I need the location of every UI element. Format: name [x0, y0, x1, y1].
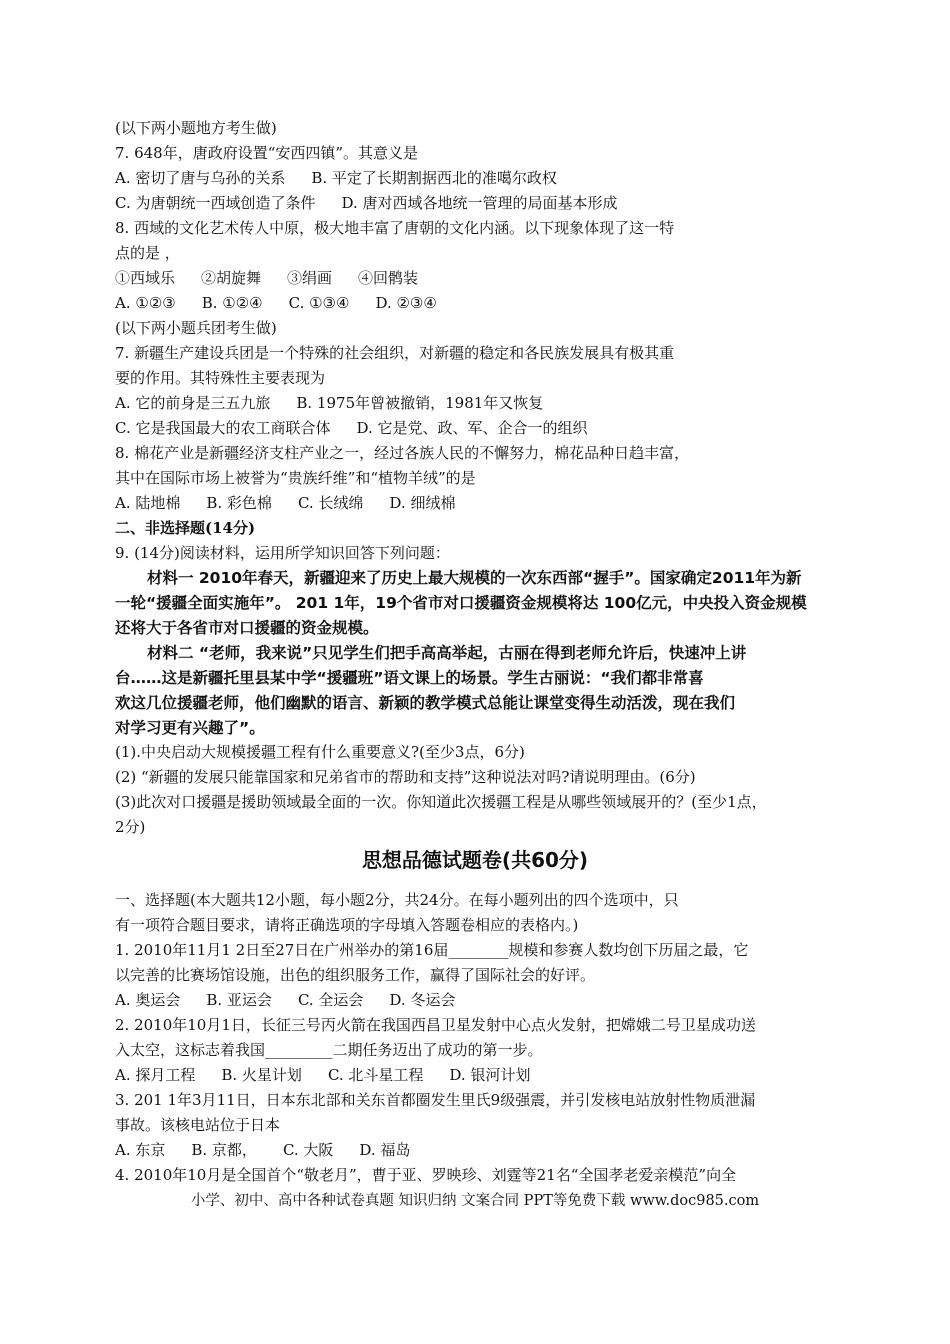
- option-d: D. 唐对西域各地统一管理的局面基本形成: [341, 194, 618, 212]
- option-c: C. ①③④: [288, 294, 350, 312]
- option-c: C. 大阪: [282, 1141, 334, 1159]
- option-b: B. 1975年曾被撤销，1981年又恢复: [296, 394, 544, 412]
- question-8-stem-line1: 8. 西域的文化艺术传人中原，极大地丰富了唐朝的文化内涵。以下现象体现了这一特: [115, 219, 675, 237]
- option-d: D. 它是党、政、军、企合一的组织: [356, 419, 588, 437]
- question-7b-options-row2: [115, 418, 845, 438]
- question-8-stem-line2: 点的是 ，: [115, 244, 180, 262]
- politics-question-2-line2: 入太空，这标志着我国_________二期任务迈出了成功的第一步。: [115, 1041, 543, 1059]
- option-b: B. 亚运会: [206, 991, 272, 1009]
- politics-question-4-line1: 4. 2010年10月是全国首个“敬老月”，曹于亚、罗映珍、刘霆等21名“全国孝老爱亲模范”向全: [115, 1166, 737, 1184]
- item-2: ②胡旋舞: [201, 269, 262, 287]
- section-2-heading: 二、非选择题(14分): [115, 519, 256, 537]
- question-7b-stem-line1: 7. 新疆生产建设兵团是一个特殊的社会组织，对新疆的稳定和各民族发展具有极其重: [115, 344, 675, 362]
- item-1: ①西域乐: [115, 269, 176, 287]
- option-a: A. 密切了唐与乌孙的关系: [115, 169, 286, 187]
- material-1-line2: 一轮“援疆全面实施年”。 201 1年，19个省市对口援疆资金规模将达 100亿元，中央投入资金规模: [115, 594, 807, 612]
- item-3: ③绢画: [287, 269, 333, 287]
- politics-question-3-options: [115, 1140, 845, 1160]
- question-7-options-row2: [115, 193, 845, 213]
- option-d: D. 福岛: [359, 1141, 411, 1159]
- material-1-line3: 还将大于各省市对口援疆的资金规模。: [115, 619, 379, 637]
- option-c: C. 它是我国最大的农工商联合体: [115, 419, 331, 437]
- option-a: A. 陆地棉: [115, 494, 181, 512]
- option-b: B. 彩色棉: [206, 494, 272, 512]
- question-9-sub-3-line1: (3)此次对口援疆是援助领域最全面的一次。你知道此次援疆工程是从哪些领域展开的？(至少1点，: [115, 793, 767, 811]
- question-8b-stem-line1: 8. 棉花产业是新疆经济支柱产业之一，经过各族人民的不懈努力，棉花品种日趋丰富，: [115, 444, 690, 462]
- option-d: D. 冬运会: [389, 991, 456, 1009]
- option-a: A. 探月工程: [115, 1066, 196, 1084]
- local-candidates-note: (以下两小题地方考生做): [115, 119, 277, 137]
- item-4: ④回鹘装: [358, 269, 419, 287]
- politics-question-3-line1: 3. 201 1年3月11日，日本东北部和关东首都圈发生里氏9级强震，并引发核电站放射性物质泄漏: [115, 1091, 756, 1109]
- option-b: B. 火星计划: [221, 1066, 302, 1084]
- question-8b-stem-line2: 其中在国际市场上被誉为“贵族纤维”和“植物羊绒”的是: [115, 469, 476, 487]
- option-c: C. 全运会: [297, 991, 364, 1009]
- option-a: A. 东京: [115, 1141, 166, 1159]
- politics-section-1-line1: 一、选择题(本大题共12小题，每小题2分，共24分。在每小题列出的四个选项中，只: [115, 891, 679, 909]
- question-8b-options: [115, 493, 845, 513]
- politics-question-1-options: [115, 990, 845, 1010]
- option-d: D. 细绒棉: [389, 494, 456, 512]
- material-2-line3: 欢这几位援疆老师，他们幽默的语言、新颖的教学模式总能让课堂变得生动活泼，现在我们: [115, 694, 736, 712]
- material-2-line4: 对学习更有兴趣了”。: [115, 719, 265, 737]
- option-c: C. 为唐朝统一西域创造了条件: [115, 194, 316, 212]
- question-7b-options-row1: [115, 393, 845, 413]
- question-8-options: [115, 293, 845, 313]
- option-c: C. 北斗星工程: [327, 1066, 424, 1084]
- politics-question-3-line2: 事故。该核电站位于日本: [115, 1116, 281, 1134]
- option-b: B. ①②④: [201, 294, 263, 312]
- material-2-line2: 台……这是新疆托里县某中学“援疆班”语文课上的场景。学生古丽说：“我们都非常喜: [115, 669, 704, 687]
- politics-question-1-line2: 以完善的比赛场馆设施，出色的组织服务工作，赢得了国际社会的好评。: [115, 966, 596, 984]
- question-8-items: [115, 268, 845, 288]
- politics-section-title: 思想品德试题卷(共60分): [361, 848, 589, 872]
- question-7b-stem-line2: 要的作用。其特殊性主要表现为: [115, 369, 326, 387]
- politics-question-2-options: [115, 1065, 845, 1085]
- footer-download-note: 小学、初中、高中各种试卷真题 知识归纳 文案合同 PPT等免费下载 www.doc985.com: [190, 1193, 760, 1209]
- corps-candidates-note: (以下两小题兵团考生做): [115, 319, 277, 337]
- option-c: C. 长绒绵: [297, 494, 364, 512]
- material-1-line1: 材料一 2010年春天，新疆迎来了历史上最大规模的一次东西部“握手”。国家确定2011年为新: [147, 569, 802, 587]
- material-2-line1: 材料二 “老师，我来说”只见学生们把手高高举起，古丽在得到老师允许后，快速冲上讲: [147, 644, 747, 662]
- option-a: A. 它的前身是三五九旅: [115, 394, 271, 412]
- option-b: B. 平定了长期割据西北的准噶尔政权: [311, 169, 557, 187]
- politics-section-1-line2: 有一项符合题目要求，请将正确选项的字母填入答题卷相应的表格内。): [115, 916, 579, 934]
- option-a: A. 奥运会: [115, 991, 181, 1009]
- question-9-sub-3-line2: 2分): [115, 818, 146, 836]
- question-9-sub-1: (1).中央启动大规模援疆工程有什么重要意义?(至少3点，6分): [115, 743, 525, 761]
- politics-question-2-line1: 2. 2010年10月1日，长征三号丙火箭在我国西昌卫星发射中心点火发射，把嫦娥二号卫星成功送: [115, 1016, 756, 1034]
- politics-question-1-line1: 1. 2010年11月1 2日至27日在广州举办的第16届________规模和参赛人数均创下历届之最，它: [115, 941, 749, 959]
- option-b: B. 京都，: [191, 1141, 257, 1159]
- option-d: D. 银河计划: [449, 1066, 531, 1084]
- option-d: D. ②③④: [375, 294, 437, 312]
- option-a: A. ①②③: [115, 294, 176, 312]
- question-7-stem: 7. 648年，唐政府设置“安西四镇”。其意义是: [115, 144, 419, 162]
- question-7-options-row1: [115, 168, 845, 188]
- question-9-sub-2: (2) “新疆的发展只能靠国家和兄弟省市的帮助和支持”这种说法对吗?请说明理由。(6分): [115, 768, 696, 786]
- question-9-stem: 9. (14分)阅读材料，运用所学知识回答下列问题：: [115, 544, 450, 562]
